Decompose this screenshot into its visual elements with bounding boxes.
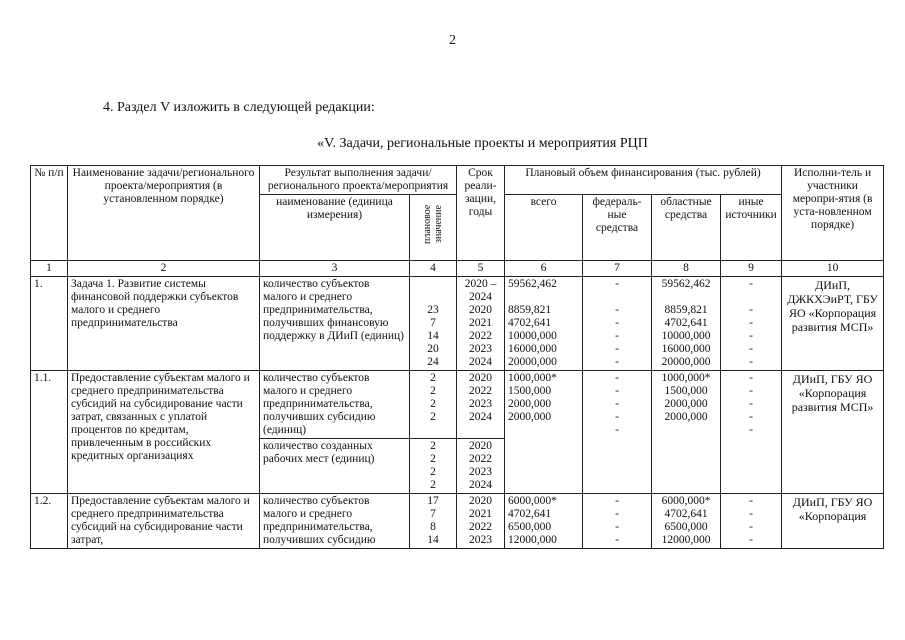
header-federal: федераль-ные средства bbox=[583, 195, 652, 261]
total-values: 1000,000* 1500,000 2000,000 2000,000 bbox=[505, 371, 583, 494]
row-executors: ДИиП, ГБУ ЯО «Корпорация bbox=[782, 494, 884, 549]
years: 2020 2022 2023 2024 bbox=[457, 439, 505, 494]
row-executors: ДИиП, ДЖКХЭиРТ, ГБУ ЯО «Корпорация развития МСП» bbox=[782, 277, 884, 371]
regional-values: 1000,000* 1500,000 2000,000 2000,000 bbox=[652, 371, 721, 494]
planned-values: 23 7 14 20 24 bbox=[410, 277, 457, 371]
header-planned-value: плановое значение bbox=[410, 195, 457, 261]
col-number: 4 bbox=[410, 261, 457, 277]
intro-text: 4. Раздел V изложить в следующей редакции: bbox=[103, 100, 375, 115]
header-regional: областные средства bbox=[652, 195, 721, 261]
federal-values: - - - - - bbox=[583, 371, 652, 494]
header-num: № п/п bbox=[31, 166, 68, 261]
col-number: 3 bbox=[260, 261, 410, 277]
page-number: 2 bbox=[449, 33, 456, 48]
col-number: 2 bbox=[68, 261, 260, 277]
other-values: - - - - bbox=[721, 494, 782, 549]
other-values: - - - - - bbox=[721, 371, 782, 494]
row-name: Предоставление субъектам малого и среднего предпринимательства субсидий на субсидирование части затрат, bbox=[68, 494, 260, 549]
years: 2020 – 2024 2020 2021 2022 2023 2024 bbox=[457, 277, 505, 371]
row-name: Задача 1. Развитие системы финансовой поддержки субъектов малого и среднего предпринимательства bbox=[68, 277, 260, 371]
federal-values: - - - - bbox=[583, 494, 652, 549]
planned-values: 2 2 2 2 bbox=[410, 439, 457, 494]
col-number: 9 bbox=[721, 261, 782, 277]
years: 2020 2021 2022 2023 bbox=[457, 494, 505, 549]
header-executors: Исполни-тель и участники меропри-ятия (в уста-новленном порядке) bbox=[782, 166, 884, 261]
planned-values: 2 2 2 2 bbox=[410, 371, 457, 439]
row-name: Предоставление субъектам малого и среднего предпринимательства субсидий на субсидирование части затрат, связанных с уплатой процентов по кредитам, привлеченным в российских кредитных организациях bbox=[68, 371, 260, 494]
regional-values: 6000,000* 4702,641 6500,000 12000,000 bbox=[652, 494, 721, 549]
header-result-name: наименование (единица измерения) bbox=[260, 195, 410, 261]
table-row bbox=[31, 277, 884, 371]
row-num: 1. bbox=[31, 277, 68, 371]
result-label: количество созданных рабочих мест (единиц) bbox=[260, 439, 410, 494]
col-number: 1 bbox=[31, 261, 68, 277]
row-num: 1.1. bbox=[31, 371, 68, 494]
column-numbers-row bbox=[31, 261, 884, 277]
section-title: «V. Задачи, региональные проекты и мероприятия РЦП bbox=[317, 136, 648, 151]
header-term: Срок реали-зации, годы bbox=[457, 166, 505, 261]
col-number: 8 bbox=[652, 261, 721, 277]
federal-values: - - - - - - bbox=[583, 277, 652, 371]
col-number: 10 bbox=[782, 261, 884, 277]
result-label: количество субъектов малого и среднего предпринимательства, получивших финансовую поддержку в ДИиП (единиц) bbox=[260, 277, 410, 371]
result-label: количество субъектов малого и среднего предпринимательства, получивших субсидию (единиц) bbox=[260, 371, 410, 439]
years: 2020 2022 2023 2024 bbox=[457, 371, 505, 439]
header-result: Результат выполнения задачи/регионального проекта/мероприятия bbox=[260, 166, 457, 195]
header-funding: Плановый объем финансирования (тыс. рублей) bbox=[505, 166, 782, 195]
total-values: 59562,462 8859,821 4702,641 10000,000 16000,000 20000,000 bbox=[505, 277, 583, 371]
header-row-1 bbox=[31, 166, 884, 195]
total-values: 6000,000* 4702,641 6500,000 12000,000 bbox=[505, 494, 583, 549]
table-row bbox=[31, 494, 884, 549]
col-number: 7 bbox=[583, 261, 652, 277]
program-table bbox=[30, 165, 884, 549]
other-values: - - - - - - bbox=[721, 277, 782, 371]
row-num: 1.2. bbox=[31, 494, 68, 549]
header-other: иные источники bbox=[721, 195, 782, 261]
result-label: количество субъектов малого и среднего предпринимательства, получивших субсидию bbox=[260, 494, 410, 549]
header-total: всего bbox=[505, 195, 583, 261]
col-number: 6 bbox=[505, 261, 583, 277]
regional-values: 59562,462 8859,821 4702,641 10000,000 16000,000 20000,000 bbox=[652, 277, 721, 371]
table-row bbox=[31, 371, 884, 439]
planned-values: 17 7 8 14 bbox=[410, 494, 457, 549]
col-number: 5 bbox=[457, 261, 505, 277]
row-executors: ДИиП, ГБУ ЯО «Корпорация развития МСП» bbox=[782, 371, 884, 494]
header-name: Наименование задачи/регионального проекта/мероприятия (в установленном порядке) bbox=[68, 166, 260, 261]
